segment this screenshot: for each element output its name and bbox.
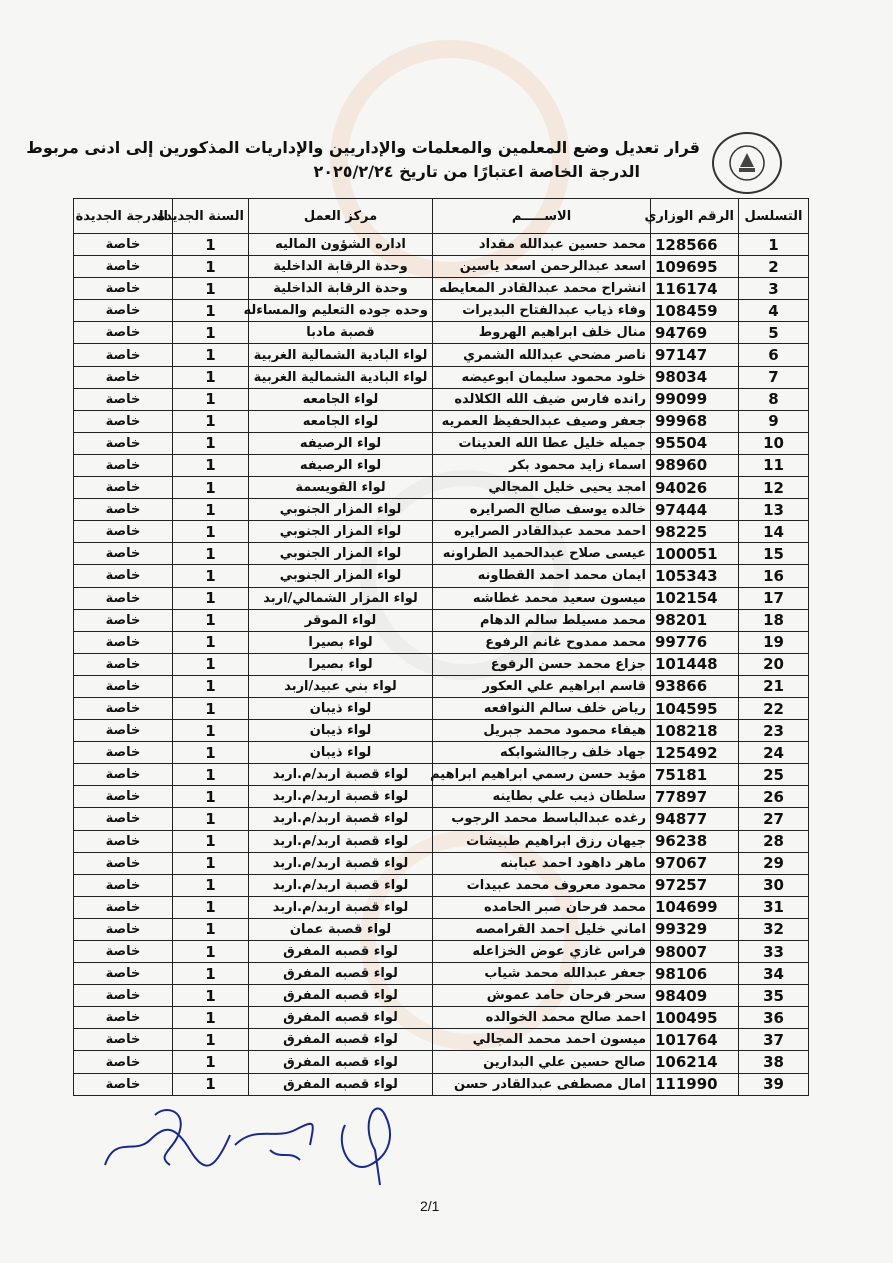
cell-ministry-number: 111990 — [651, 1073, 739, 1095]
cell-serial: 26 — [739, 786, 809, 808]
cell-new-year: 1 — [173, 521, 249, 543]
cell-new-year: 1 — [173, 499, 249, 521]
table-row — [74, 432, 809, 454]
cell-new-grade: خاصة — [74, 388, 173, 410]
cell-workplace: لواء البادية الشمالية الغربية — [249, 366, 433, 388]
cell-serial: 29 — [739, 852, 809, 874]
cell-new-year: 1 — [173, 256, 249, 278]
cell-serial: 12 — [739, 477, 809, 499]
cell-workplace: لواء قصبه المفرق — [249, 1007, 433, 1029]
cell-new-grade: خاصة — [74, 1073, 173, 1095]
cell-ministry-number: 99968 — [651, 410, 739, 432]
table-row — [74, 388, 809, 410]
cell-name: خالده يوسف صالح الصرايره — [433, 499, 651, 521]
cell-workplace: لواء قصبة اربد/م.اربد — [249, 896, 433, 918]
cell-new-year: 1 — [173, 344, 249, 366]
header-new-grade: الدرجة الجديدة — [74, 199, 173, 234]
cell-ministry-number: 98409 — [651, 985, 739, 1007]
table-row — [74, 234, 809, 256]
table-row — [74, 322, 809, 344]
cell-workplace: لواء قصبة اربد/م.اربد — [249, 808, 433, 830]
cell-name: رغده عبدالباسط محمد الرجوب — [433, 808, 651, 830]
cell-workplace: لواء المزار الشمالي/اربد — [249, 587, 433, 609]
cell-new-grade: خاصة — [74, 499, 173, 521]
cell-new-year: 1 — [173, 896, 249, 918]
table-row — [74, 697, 809, 719]
cell-ministry-number: 116174 — [651, 278, 739, 300]
cell-name: جيهان رزق ابراهيم طبيشات — [433, 830, 651, 852]
cell-new-year: 1 — [173, 432, 249, 454]
table-row — [74, 786, 809, 808]
cell-new-grade: خاصة — [74, 477, 173, 499]
cell-ministry-number: 99099 — [651, 388, 739, 410]
cell-ministry-number: 100051 — [651, 543, 739, 565]
cell-ministry-number: 105343 — [651, 565, 739, 587]
cell-name: جميله خليل عطا الله العدينات — [433, 432, 651, 454]
cell-workplace: لواء الموقر — [249, 609, 433, 631]
cell-new-grade: خاصة — [74, 874, 173, 896]
cell-serial: 38 — [739, 1051, 809, 1073]
cell-new-grade: خاصة — [74, 631, 173, 653]
cell-name: ميسون سعيد محمد غطاشه — [433, 587, 651, 609]
cell-serial: 33 — [739, 941, 809, 963]
cell-new-year: 1 — [173, 454, 249, 476]
table-row — [74, 1051, 809, 1073]
cell-serial: 37 — [739, 1029, 809, 1051]
cell-new-grade: خاصة — [74, 653, 173, 675]
cell-serial: 31 — [739, 896, 809, 918]
cell-workplace: لواء قصبة اربد/م.اربد — [249, 786, 433, 808]
cell-ministry-number: 97444 — [651, 499, 739, 521]
cell-ministry-number: 128566 — [651, 234, 739, 256]
cell-new-grade: خاصة — [74, 1007, 173, 1029]
cell-serial: 11 — [739, 454, 809, 476]
cell-new-grade: خاصة — [74, 322, 173, 344]
cell-ministry-number: 93866 — [651, 675, 739, 697]
cell-workplace: لواء قصبه المفرق — [249, 1073, 433, 1095]
cell-workplace: لواء الجامعه — [249, 388, 433, 410]
cell-serial: 32 — [739, 918, 809, 940]
table-row — [74, 720, 809, 742]
cell-serial: 27 — [739, 808, 809, 830]
cell-serial: 18 — [739, 609, 809, 631]
table-row — [74, 565, 809, 587]
cell-new-year: 1 — [173, 1073, 249, 1095]
cell-workplace: لواء قصبه المفرق — [249, 1029, 433, 1051]
cell-name: وفاء ذياب عبدالفتاح البديرات — [433, 300, 651, 322]
cell-name: احمد محمد عبدالقادر الصرايره — [433, 521, 651, 543]
cell-new-year: 1 — [173, 300, 249, 322]
cell-ministry-number: 95504 — [651, 432, 739, 454]
handwritten-signatures — [95, 1095, 435, 1190]
cell-new-year: 1 — [173, 609, 249, 631]
cell-serial: 13 — [739, 499, 809, 521]
table-row — [74, 764, 809, 786]
table-row — [74, 941, 809, 963]
cell-new-grade: خاصة — [74, 918, 173, 940]
cell-serial: 24 — [739, 742, 809, 764]
cell-serial: 2 — [739, 256, 809, 278]
cell-new-year: 1 — [173, 278, 249, 300]
cell-name: ايمان محمد احمد القطاونه — [433, 565, 651, 587]
cell-new-year: 1 — [173, 985, 249, 1007]
page-number: 2/1 — [420, 1198, 440, 1214]
cell-new-grade: خاصة — [74, 852, 173, 874]
table-row — [74, 985, 809, 1007]
table-row — [74, 609, 809, 631]
cell-ministry-number: 102154 — [651, 587, 739, 609]
cell-serial: 8 — [739, 388, 809, 410]
cell-workplace: لواء قصبة اربد/م.اربد — [249, 830, 433, 852]
cell-name: امال مصطفى عبدالقادر حسن — [433, 1073, 651, 1095]
cell-new-year: 1 — [173, 388, 249, 410]
table-row — [74, 499, 809, 521]
cell-new-year: 1 — [173, 653, 249, 675]
cell-name: جعفر عبدالله محمد شياب — [433, 963, 651, 985]
cell-name: جهاد خلف رجاالشوابكه — [433, 742, 651, 764]
cell-serial: 35 — [739, 985, 809, 1007]
cell-name: ميسون احمد محمد المجالي — [433, 1029, 651, 1051]
table-row — [74, 918, 809, 940]
table-row — [74, 410, 809, 432]
cell-new-grade: خاصة — [74, 830, 173, 852]
cell-ministry-number: 106214 — [651, 1051, 739, 1073]
cell-workplace: لواء قصبة اربد/م.اربد — [249, 874, 433, 896]
cell-name: ماهر داهود احمد عبابنه — [433, 852, 651, 874]
cell-serial: 20 — [739, 653, 809, 675]
cell-serial: 25 — [739, 764, 809, 786]
cell-workplace: لواء قصبه المفرق — [249, 941, 433, 963]
table-row — [74, 830, 809, 852]
cell-new-year: 1 — [173, 697, 249, 719]
cell-new-grade: خاصة — [74, 985, 173, 1007]
cell-new-grade: خاصة — [74, 565, 173, 587]
cell-new-year: 1 — [173, 720, 249, 742]
cell-ministry-number: 77897 — [651, 786, 739, 808]
cell-new-year: 1 — [173, 786, 249, 808]
cell-ministry-number: 101448 — [651, 653, 739, 675]
cell-workplace: لواء المزار الجنوبي — [249, 565, 433, 587]
table-row — [74, 366, 809, 388]
table-row — [74, 653, 809, 675]
cell-new-year: 1 — [173, 852, 249, 874]
cell-ministry-number: 101764 — [651, 1029, 739, 1051]
table-row — [74, 256, 809, 278]
cell-new-grade: خاصة — [74, 720, 173, 742]
cell-ministry-number: 98201 — [651, 609, 739, 631]
cell-new-year: 1 — [173, 830, 249, 852]
cell-ministry-number: 75181 — [651, 764, 739, 786]
cell-name: منال خلف ابراهيم الهروط — [433, 322, 651, 344]
cell-name: ناصر مضحي عبدالله الشمري — [433, 344, 651, 366]
cell-workplace: لواء البادية الشمالية الغربية — [249, 344, 433, 366]
cell-name: مؤيد حسن رسمي ابراهيم ابراهيم — [433, 764, 651, 786]
cell-new-year: 1 — [173, 366, 249, 388]
cell-ministry-number: 97147 — [651, 344, 739, 366]
cell-serial: 39 — [739, 1073, 809, 1095]
cell-new-grade: خاصة — [74, 1029, 173, 1051]
cell-workplace: لواء الجامعه — [249, 410, 433, 432]
cell-new-grade: خاصة — [74, 941, 173, 963]
title-line-2: الدرجة الخاصة اعتبارًا من تاريخ ٢٠٢٥/٢/٢٤ — [313, 162, 640, 181]
cell-new-grade: خاصة — [74, 521, 173, 543]
cell-new-year: 1 — [173, 675, 249, 697]
cell-workplace: وحده جوده التعليم والمساءله — [249, 300, 433, 322]
cell-workplace: لواء قصبة عمان — [249, 918, 433, 940]
table-row — [74, 278, 809, 300]
table-header-row — [74, 199, 809, 234]
document-title — [26, 136, 700, 184]
cell-new-year: 1 — [173, 963, 249, 985]
header-new-year: السنة الجديدة — [173, 199, 249, 234]
cell-name: عيسى صلاح عبدالحميد الطراونه — [433, 543, 651, 565]
cell-new-grade: خاصة — [74, 410, 173, 432]
cell-workplace: لواء قصبه المفرق — [249, 1051, 433, 1073]
cell-ministry-number: 94026 — [651, 477, 739, 499]
cell-serial: 4 — [739, 300, 809, 322]
cell-workplace: لواء قصبة اربد/م.اربد — [249, 764, 433, 786]
cell-ministry-number: 99776 — [651, 631, 739, 653]
cell-serial: 36 — [739, 1007, 809, 1029]
cell-ministry-number: 108218 — [651, 720, 739, 742]
cell-new-grade: خاصة — [74, 808, 173, 830]
cell-serial: 19 — [739, 631, 809, 653]
cell-name: امجد يحيى خليل المجالي — [433, 477, 651, 499]
cell-serial: 17 — [739, 587, 809, 609]
cell-new-year: 1 — [173, 565, 249, 587]
cell-name: جعفر وصيف عبدالحفيظ العمريه — [433, 410, 651, 432]
cell-serial: 28 — [739, 830, 809, 852]
cell-new-grade: خاصة — [74, 896, 173, 918]
cell-new-year: 1 — [173, 543, 249, 565]
cell-serial: 9 — [739, 410, 809, 432]
cell-serial: 10 — [739, 432, 809, 454]
cell-name: محمد ممدوح غانم الرفوع — [433, 631, 651, 653]
cell-new-grade: خاصة — [74, 366, 173, 388]
table-row — [74, 1073, 809, 1095]
table-row — [74, 543, 809, 565]
table-row — [74, 1007, 809, 1029]
cell-workplace: لواء الرصيفه — [249, 454, 433, 476]
cell-ministry-number: 98034 — [651, 366, 739, 388]
cell-serial: 21 — [739, 675, 809, 697]
cell-new-year: 1 — [173, 1029, 249, 1051]
cell-ministry-number: 98106 — [651, 963, 739, 985]
cell-ministry-number: 98960 — [651, 454, 739, 476]
cell-new-grade: خاصة — [74, 742, 173, 764]
cell-new-year: 1 — [173, 742, 249, 764]
cell-workplace: لواء الرصيفه — [249, 432, 433, 454]
cell-name: سلطان ذيب علي بطاينه — [433, 786, 651, 808]
cell-new-grade: خاصة — [74, 609, 173, 631]
header-serial: التسلسل — [739, 199, 809, 234]
cell-new-grade: خاصة — [74, 300, 173, 322]
cell-new-year: 1 — [173, 477, 249, 499]
ministry-logo — [712, 132, 782, 194]
cell-new-grade: خاصة — [74, 764, 173, 786]
cell-new-year: 1 — [173, 941, 249, 963]
cell-new-grade: خاصة — [74, 786, 173, 808]
cell-name: قاسم ابراهيم علي العكور — [433, 675, 651, 697]
cell-new-year: 1 — [173, 234, 249, 256]
cell-name: فراس غازي عوض الخزاعله — [433, 941, 651, 963]
cell-workplace: اداره الشؤون الماليه — [249, 234, 433, 256]
cell-ministry-number: 104699 — [651, 896, 739, 918]
cell-new-year: 1 — [173, 918, 249, 940]
cell-workplace: لواء قصبه المفرق — [249, 985, 433, 1007]
table-row — [74, 1029, 809, 1051]
cell-new-grade: خاصة — [74, 963, 173, 985]
cell-new-grade: خاصة — [74, 432, 173, 454]
cell-workplace: لواء المزار الجنوبي — [249, 499, 433, 521]
cell-new-grade: خاصة — [74, 543, 173, 565]
table-row — [74, 344, 809, 366]
table-row — [74, 896, 809, 918]
title-line-1: قرار تعديل وضع المعلمين والمعلمات والإداريين والإداريات المذكورين إلى ادنى مربوط — [26, 138, 700, 157]
table-row — [74, 874, 809, 896]
table-row — [74, 300, 809, 322]
cell-new-year: 1 — [173, 322, 249, 344]
cell-serial: 34 — [739, 963, 809, 985]
table-row — [74, 477, 809, 499]
cell-workplace: وحدة الرقابة الداخلية — [249, 256, 433, 278]
cell-name: احمد صالح محمد الخوالده — [433, 1007, 651, 1029]
cell-workplace: لواء قصبه المفرق — [249, 963, 433, 985]
employees-table — [73, 198, 809, 1096]
cell-name: سحر فرحان حامد عموش — [433, 985, 651, 1007]
cell-new-year: 1 — [173, 764, 249, 786]
cell-new-grade: خاصة — [74, 344, 173, 366]
cell-ministry-number: 125492 — [651, 742, 739, 764]
cell-name: اسماء زايد محمود بكر — [433, 454, 651, 476]
cell-name: رياض خلف سالم النوافعه — [433, 697, 651, 719]
cell-name: اسعد عبدالرحمن اسعد ياسين — [433, 256, 651, 278]
cell-workplace: لواء بصيرا — [249, 653, 433, 675]
table-row — [74, 454, 809, 476]
cell-serial: 23 — [739, 720, 809, 742]
cell-new-grade: خاصة — [74, 675, 173, 697]
cell-ministry-number: 104595 — [651, 697, 739, 719]
cell-name: صالح حسين علي البدارين — [433, 1051, 651, 1073]
cell-workplace: لواء قصبة اربد/م.اربد — [249, 852, 433, 874]
cell-ministry-number: 97257 — [651, 874, 739, 896]
cell-name: هيفاء محمود محمد جبريل — [433, 720, 651, 742]
cell-workplace: وحدة الرقابة الداخلية — [249, 278, 433, 300]
cell-name: اماني خليل احمد القرامصه — [433, 918, 651, 940]
cell-new-grade: خاصة — [74, 587, 173, 609]
cell-serial: 16 — [739, 565, 809, 587]
cell-ministry-number: 108459 — [651, 300, 739, 322]
table-row — [74, 521, 809, 543]
cell-workplace: لواء القويسمة — [249, 477, 433, 499]
cell-workplace: لواء المزار الجنوبي — [249, 521, 433, 543]
cell-workplace: قصبة مادبا — [249, 322, 433, 344]
header-ministry-number: الرقم الوزاري — [651, 199, 739, 234]
header-name: الاســـــم — [433, 199, 651, 234]
table-row — [74, 852, 809, 874]
cell-serial: 1 — [739, 234, 809, 256]
cell-new-year: 1 — [173, 587, 249, 609]
cell-name: خلود محمود سليمان ابوعيضه — [433, 366, 651, 388]
cell-serial: 7 — [739, 366, 809, 388]
cell-ministry-number: 94769 — [651, 322, 739, 344]
cell-new-year: 1 — [173, 1051, 249, 1073]
cell-workplace: لواء ذيبان — [249, 697, 433, 719]
table-row — [74, 675, 809, 697]
cell-name: محمود معروف محمد عبيدات — [433, 874, 651, 896]
cell-serial: 14 — [739, 521, 809, 543]
cell-ministry-number: 98007 — [651, 941, 739, 963]
cell-serial: 22 — [739, 697, 809, 719]
cell-name: محمد فرحان صبر الحامده — [433, 896, 651, 918]
cell-ministry-number: 94877 — [651, 808, 739, 830]
cell-ministry-number: 99329 — [651, 918, 739, 940]
cell-serial: 3 — [739, 278, 809, 300]
cell-ministry-number: 97067 — [651, 852, 739, 874]
cell-ministry-number: 100495 — [651, 1007, 739, 1029]
cell-ministry-number: 96238 — [651, 830, 739, 852]
table-row — [74, 587, 809, 609]
cell-serial: 6 — [739, 344, 809, 366]
cell-new-grade: خاصة — [74, 1051, 173, 1073]
cell-new-grade: خاصة — [74, 256, 173, 278]
cell-new-year: 1 — [173, 410, 249, 432]
cell-serial: 30 — [739, 874, 809, 896]
cell-workplace: لواء ذيبان — [249, 742, 433, 764]
table-row — [74, 808, 809, 830]
cell-new-grade: خاصة — [74, 278, 173, 300]
cell-workplace: لواء ذيبان — [249, 720, 433, 742]
cell-serial: 15 — [739, 543, 809, 565]
cell-new-grade: خاصة — [74, 697, 173, 719]
cell-workplace: لواء بني عبيد/اربد — [249, 675, 433, 697]
cell-serial: 5 — [739, 322, 809, 344]
cell-name: انشراح محمد عبدالقادر المعايطه — [433, 278, 651, 300]
cell-workplace: لواء المزار الجنوبي — [249, 543, 433, 565]
cell-name: محمد حسين عبدالله مقداد — [433, 234, 651, 256]
table-row — [74, 742, 809, 764]
cell-ministry-number: 109695 — [651, 256, 739, 278]
cell-new-year: 1 — [173, 631, 249, 653]
cell-name: محمد مسيلط سالم الدهام — [433, 609, 651, 631]
cell-name: رانده فارس ضيف الله الكلالده — [433, 388, 651, 410]
cell-new-year: 1 — [173, 1007, 249, 1029]
cell-ministry-number: 98225 — [651, 521, 739, 543]
cell-new-year: 1 — [173, 874, 249, 896]
table-row — [74, 631, 809, 653]
cell-workplace: لواء بصيرا — [249, 631, 433, 653]
cell-new-grade: خاصة — [74, 454, 173, 476]
cell-name: جزاع محمد حسن الرفوع — [433, 653, 651, 675]
header-workplace: مركز العمل — [249, 199, 433, 234]
table-row — [74, 963, 809, 985]
cell-new-year: 1 — [173, 808, 249, 830]
cell-new-grade: خاصة — [74, 234, 173, 256]
